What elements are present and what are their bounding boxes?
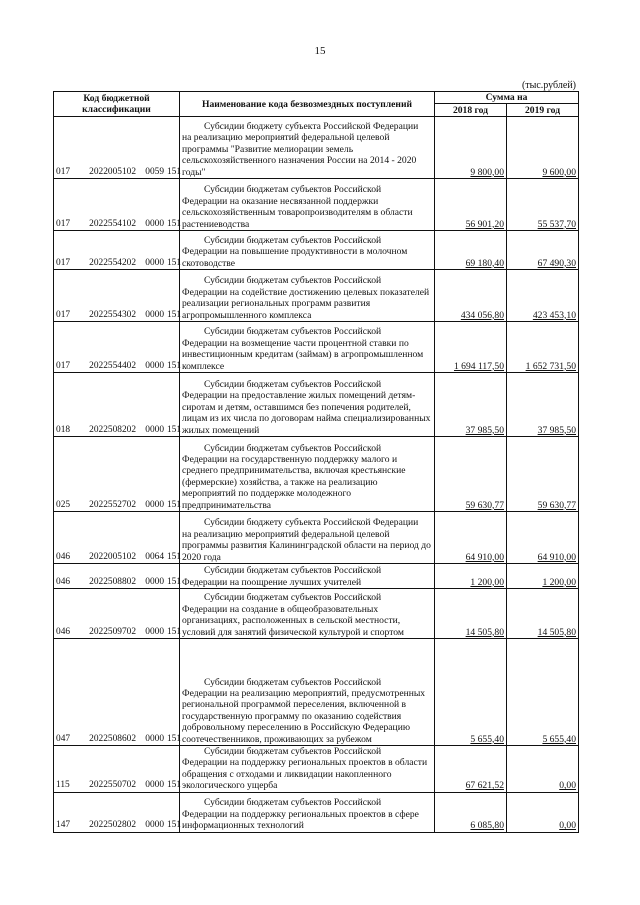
revenue-name	[180, 792, 435, 832]
code-main: 2022550702	[89, 780, 136, 791]
amount-2019	[507, 270, 579, 322]
amount-2019-value: 0,00	[559, 780, 577, 792]
table-row	[54, 564, 579, 589]
revenue-name	[180, 270, 435, 322]
amount-2019	[507, 373, 579, 437]
revenue-name	[180, 589, 435, 639]
table-row	[54, 589, 579, 639]
amount-2019-value: 67 490,30	[537, 257, 577, 269]
code-econ: 151	[166, 626, 181, 637]
table-body	[54, 117, 579, 833]
budget-code	[54, 117, 180, 179]
revenue-name-first: Субсидии бюджетам субъектов Российской	[204, 592, 382, 604]
revenue-name	[180, 639, 435, 746]
code-main: 2022508202	[89, 424, 136, 435]
revenue-name-first: Субсидии бюджетам субъектов Российской	[204, 184, 382, 196]
revenue-name-rest: Федерации на поддержку региональных проектов в области обращения с отходами и ликвидации накопленного экологического ущерба	[182, 757, 428, 792]
code-admin: 046	[56, 576, 71, 587]
code-econ: 151	[166, 218, 181, 229]
code-admin: 017	[56, 218, 71, 229]
code-program: 0000	[145, 218, 164, 229]
revenue-name	[180, 117, 435, 179]
revenue-name-first: Субсидии бюджетам субъектов Российской	[204, 275, 382, 287]
budget-code	[54, 639, 180, 746]
budget-code	[54, 746, 180, 793]
amount-2018-value: 67 621,52	[465, 780, 504, 792]
table-row	[54, 639, 579, 746]
code-main: 2022509702	[89, 626, 136, 637]
amount-2019-value: 5 655,40	[542, 733, 577, 745]
code-program: 0000	[145, 820, 164, 831]
revenue-name-rest: на реализацию мероприятий федеральной целевой программы "Развитие мелиорации земель сельскохозяйственного назначения России на 2014 - 2020 годы"	[182, 132, 417, 178]
code-admin: 147	[56, 820, 71, 831]
revenue-name-first: Субсидии бюджету субъекта Российской Федерации	[204, 120, 419, 132]
revenue-name-rest: Федерации на создание в общеобразовательных организациях, расположенных в сельской местности, условий для занятий физической культурой и спортом	[182, 603, 404, 638]
budget-code	[54, 322, 180, 373]
amount-2018-value: 1 200,00	[470, 576, 504, 588]
header-year-2019: 2019 год	[507, 104, 579, 117]
header-code: Код бюджетной классификации	[54, 92, 180, 117]
amount-2018	[435, 589, 507, 639]
revenue-name	[180, 512, 435, 564]
code-econ: 151	[166, 499, 181, 510]
revenue-name-rest: Федерации на поощрение лучших учителей	[182, 576, 362, 588]
code-admin: 047	[56, 733, 71, 744]
code-program: 0000	[145, 257, 164, 268]
table-row	[54, 373, 579, 437]
code-econ: 151	[166, 309, 181, 320]
amount-2018	[435, 564, 507, 589]
code-main: 2022508802	[89, 576, 136, 587]
amount-2018	[435, 231, 507, 270]
amount-2019-value: 1 200,00	[542, 576, 577, 588]
budget-code	[54, 437, 180, 512]
code-admin: 017	[56, 309, 71, 320]
code-program: 0000	[145, 733, 164, 744]
table-row	[54, 270, 579, 322]
revenue-name	[180, 437, 435, 512]
amount-2019-value: 59 630,77	[537, 499, 577, 511]
amount-2018-value: 59 630,77	[465, 499, 504, 511]
amount-2018-value: 9 800,00	[470, 166, 504, 178]
code-program: 0000	[145, 360, 164, 371]
budget-code	[54, 512, 180, 564]
revenue-name-first: Субсидии бюджетам субъектов Российской	[204, 746, 382, 757]
header-year-2018: 2018 год	[435, 104, 507, 117]
amount-2019-value: 423 453,10	[532, 309, 577, 321]
code-main: 2022554302	[89, 309, 136, 320]
table-row	[54, 231, 579, 270]
amount-2018-value: 434 056,80	[460, 309, 504, 321]
amount-2018	[435, 792, 507, 832]
code-econ: 151	[166, 576, 181, 587]
code-main: 2022502802	[89, 820, 136, 831]
budget-code	[54, 179, 180, 231]
amount-2019-value: 37 985,50	[537, 424, 577, 436]
amount-2018-value: 1 694 117,50	[453, 360, 504, 372]
amount-2019	[507, 512, 579, 564]
revenue-name-rest: Федерации на оказание несвязанной поддержки сельскохозяйственным товаропроизводителям в области растениеводства	[182, 195, 413, 230]
code-admin: 046	[56, 626, 71, 637]
revenue-name-first: Субсидии бюджетам субъектов Российской	[204, 565, 382, 577]
code-program: 0000	[145, 626, 164, 637]
amount-2018	[435, 117, 507, 179]
code-econ: 151	[166, 820, 181, 831]
revenue-name-first: Субсидии бюджетам субъектов Российской	[204, 797, 382, 809]
code-main: 2022508602	[89, 733, 136, 744]
code-program: 0064	[145, 551, 164, 562]
revenue-name-rest: Федерации на поддержку региональных проектов в сфере информационных технологий	[182, 808, 419, 832]
code-econ: 151	[166, 360, 181, 371]
revenue-name-first: Субсидии бюджетам субъектов Российской	[204, 234, 382, 246]
code-admin: 115	[56, 780, 70, 791]
code-econ: 151	[166, 424, 181, 435]
table-row	[54, 117, 579, 179]
amount-2018	[435, 437, 507, 512]
revenue-name-first: Субсидии бюджету субъекта Российской Федерации	[204, 517, 419, 529]
amount-2018	[435, 512, 507, 564]
amount-2019	[507, 589, 579, 639]
amount-2019	[507, 322, 579, 373]
budget-code	[54, 589, 180, 639]
revenue-name	[180, 179, 435, 231]
amount-2018-value: 64 910,00	[465, 551, 504, 563]
budget-table	[53, 91, 579, 833]
amount-2019-value: 64 910,00	[537, 551, 577, 563]
code-program: 0059	[145, 166, 164, 177]
amount-2019-value: 55 537,70	[537, 218, 577, 230]
code-main: 2022554102	[89, 218, 136, 229]
amount-2018	[435, 270, 507, 322]
code-admin: 046	[56, 551, 71, 562]
revenue-name-rest: Федерации на государственную поддержку малого и среднего предпринимательства, включая крестьянские (фермерские) хозяйства, а также на реализацию мероприятий по поддержке молодежного предпринимательства	[182, 453, 406, 511]
code-admin: 018	[56, 424, 71, 435]
amount-2019	[507, 746, 579, 793]
code-admin: 017	[56, 257, 71, 268]
revenue-name-rest: Федерации на реализацию мероприятий, предусмотренных региональной программой переселения, включенной в государственную программу по оказанию содействия добровольному переселению в Российскую Федерацию соотечественников, проживающих за рубежом	[182, 687, 426, 745]
budget-code	[54, 231, 180, 270]
amount-2019	[507, 437, 579, 512]
amount-2019	[507, 639, 579, 746]
amount-2018	[435, 179, 507, 231]
amount-2018-value: 37 985,50	[465, 424, 504, 436]
code-econ: 151	[166, 733, 181, 744]
amount-2018	[435, 373, 507, 437]
table-row	[54, 792, 579, 832]
table-row	[54, 746, 579, 793]
code-program: 0000	[145, 780, 164, 791]
amount-2019	[507, 179, 579, 231]
amount-2018-value: 5 655,40	[470, 733, 504, 745]
amount-2019-value: 9 600,00	[542, 166, 577, 178]
amount-2019	[507, 792, 579, 832]
code-econ: 151	[166, 780, 181, 791]
amount-2018	[435, 639, 507, 746]
budget-code	[54, 373, 180, 437]
revenue-name	[180, 746, 435, 793]
amount-2019	[507, 231, 579, 270]
code-program: 0000	[145, 576, 164, 587]
revenue-name-rest: на реализацию мероприятий федеральной целевой программы развития Калининградской области на период до 2020 года	[182, 528, 431, 563]
amount-2019	[507, 117, 579, 179]
code-main: 2022005102	[89, 166, 136, 177]
amount-2019	[507, 564, 579, 589]
budget-code	[54, 270, 180, 322]
revenue-name-rest: Федерации на возмещение части процентной ставки по инвестиционным кредитам (займам) в агропромышленном комплексе	[182, 337, 424, 372]
header-sum: Сумма на	[435, 92, 579, 104]
code-admin: 017	[56, 166, 71, 177]
amount-2019-value: 0,00	[559, 820, 577, 832]
budget-code	[54, 564, 180, 589]
code-admin: 017	[56, 360, 71, 371]
amount-2018	[435, 322, 507, 373]
code-program: 0000	[145, 499, 164, 510]
revenue-name	[180, 564, 435, 589]
revenue-name-first: Субсидии бюджетам субъектов Российской	[204, 378, 382, 390]
code-main: 2022005102	[89, 551, 136, 562]
table-row	[54, 179, 579, 231]
table-row	[54, 437, 579, 512]
revenue-name-first: Субсидии бюджетам субъектов Российской	[204, 326, 382, 338]
amount-2019-value: 1 652 731,50	[525, 360, 577, 372]
revenue-name-rest: Федерации на повышение продуктивности в молочном скотоводстве	[182, 246, 408, 269]
amount-2018-value: 56 901,20	[465, 218, 504, 230]
amount-2018-value: 6 085,80	[470, 820, 504, 832]
page-number: 15	[314, 45, 326, 57]
amount-2019-value: 14 505,80	[537, 626, 577, 638]
budget-code	[54, 792, 180, 832]
code-program: 0000	[145, 309, 164, 320]
code-main: 2022554202	[89, 257, 136, 268]
code-admin: 025	[56, 499, 71, 510]
revenue-name-first: Субсидии бюджетам субъектов Российской	[204, 676, 382, 688]
revenue-name-rest: Федерации на предоставление жилых помещений детям-сиротам и детям, оставшимся без попечения родителей, лицам из их числа по договорам найма специализированных жилых помещений	[182, 390, 431, 436]
amount-2018-value: 69 180,40	[465, 257, 504, 269]
revenue-name	[180, 231, 435, 270]
code-main: 2022552702	[89, 499, 136, 510]
code-econ: 151	[166, 257, 181, 268]
code-econ: 151	[166, 166, 181, 177]
revenue-name-first: Субсидии бюджетам субъектов Российской	[204, 442, 382, 454]
header-name: Наименование кода безвозмездных поступлений	[180, 92, 435, 117]
code-main: 2022554402	[89, 360, 136, 371]
revenue-name	[180, 322, 435, 373]
revenue-name-rest: Федерации на содействие достижению целевых показателей реализации региональных программ развития агропромышленного комплекса	[182, 286, 430, 321]
units-label: (тыс.рублей)	[521, 80, 576, 91]
code-program: 0000	[145, 424, 164, 435]
amount-2018-value: 14 505,80	[465, 626, 504, 638]
table-row	[54, 322, 579, 373]
amount-2018	[435, 746, 507, 793]
revenue-name	[180, 373, 435, 437]
code-econ: 151	[166, 551, 181, 562]
table-row	[54, 512, 579, 564]
